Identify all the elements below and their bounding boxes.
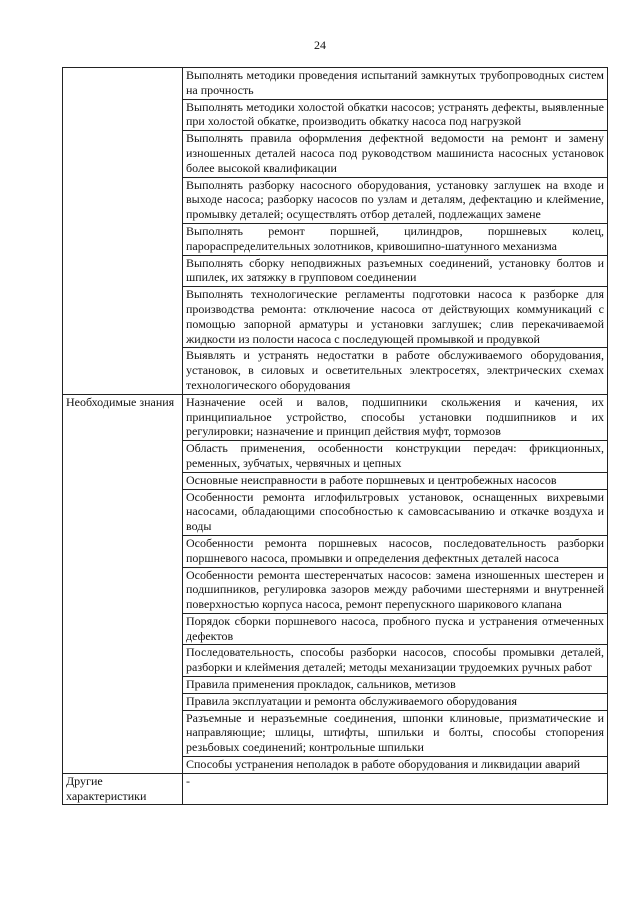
requirement-item: Правила эксплуатации и ремонта обслуживаемого оборудования	[183, 693, 608, 710]
requirement-item: Правила применения прокладок, сальников, метизов	[183, 677, 608, 694]
requirement-item: Порядок сборки поршневого насоса, пробного пуска и устранения отмеченных дефектов	[183, 613, 608, 645]
requirement-item: Выявлять и устранять недостатки в работе обслуживаемого оборудования, установок, в силовых и осветительных электросетях, электрических схемах технологического оборудования	[183, 348, 608, 394]
requirement-item: Последовательность, способы разборки насосов, способы промывки деталей, разборки и клеймения деталей; методы механизации трудоемких ручных работ	[183, 645, 608, 677]
requirement-item: -	[183, 773, 608, 805]
requirement-item: Выполнять сборку неподвижных разъемных соединений, установку болтов и шпилек, их затяжку в групповом соединении	[183, 255, 608, 287]
requirement-item: Способы устранения неполадок в работе оборудования и ликвидации аварий	[183, 757, 608, 774]
requirement-item: Выполнять методики холостой обкатки насосов; устранять дефекты, выявленные при холостой обкатке, производить обкатку насоса под нагрузкой	[183, 99, 608, 131]
competency-table-body	[63, 68, 608, 805]
table-row	[63, 68, 608, 100]
competency-table	[62, 67, 608, 805]
section-label	[63, 68, 183, 395]
requirement-item: Выполнять разборку насосного оборудования, установку заглушек на входе и выходе насоса; разборку насосов по узлам и деталям, дефектацию и клеймение, промывку деталей; осуществлять отбор деталей, подлежащих замене	[183, 177, 608, 223]
requirement-item: Область применения, особенности конструкции передач: фрикционных, ременных, зубчатых, червячных и цепных	[183, 441, 608, 473]
requirement-item: Особенности ремонта иглофильтровых установок, оснащенных вихревыми насосами, обладающими способностью к самовсасыванию и откачке воздуха и воды	[183, 489, 608, 535]
requirement-item: Выполнять технологические регламенты подготовки насоса к разборке для производства ремонта: отключение насоса от действующих коммуникаций с помощью запорной арматуры и установки заглушек; слив перекачиваемой жидкости из полости насоса с последующей промывкой и продувкой	[183, 287, 608, 348]
table-row	[63, 394, 608, 440]
requirement-item: Выполнять ремонт поршней, цилиндров, поршневых колец, парораспределительных золотников, кривошипно-шатунного механизма	[183, 223, 608, 255]
requirement-item: Выполнять правила оформления дефектной ведомости на ремонт и замену изношенных деталей насоса под руководством машиниста насосных установок более высокой квалификации	[183, 131, 608, 177]
requirement-item: Выполнять методики проведения испытаний замкнутых трубопроводных систем на прочность	[183, 68, 608, 100]
table-row	[63, 773, 608, 805]
page-number: 24	[314, 38, 326, 52]
requirement-item: Особенности ремонта шестеренчатых насосов: замена изношенных шестерен и подшипников, регулировка зазоров между рабочими шестернями и внутренней поверхностью корпуса насоса, ремонт перепускного шарикового клапана	[183, 567, 608, 613]
section-label: Необходимые знания	[63, 394, 183, 773]
section-label: Другие характеристики	[63, 773, 183, 805]
requirement-item: Особенности ремонта поршневых насосов, последовательность разборки поршневого насоса, промывки и определения дефектных деталей насоса	[183, 535, 608, 567]
requirement-item: Разъемные и неразъемные соединения, шпонки клиновые, призматические и направляющие; шлицы, штифты, шпильки и болты, способы стопорения резьбовых соединений; контрольные шпильки	[183, 710, 608, 756]
requirement-item: Назначение осей и валов, подшипники скольжения и качения, их принципиальное устройство, способы установки подшипников и их регулировки; назначение и принцип действия муфт, тормозов	[183, 394, 608, 440]
requirement-item: Основные неисправности в работе поршневых и центробежных насосов	[183, 472, 608, 489]
